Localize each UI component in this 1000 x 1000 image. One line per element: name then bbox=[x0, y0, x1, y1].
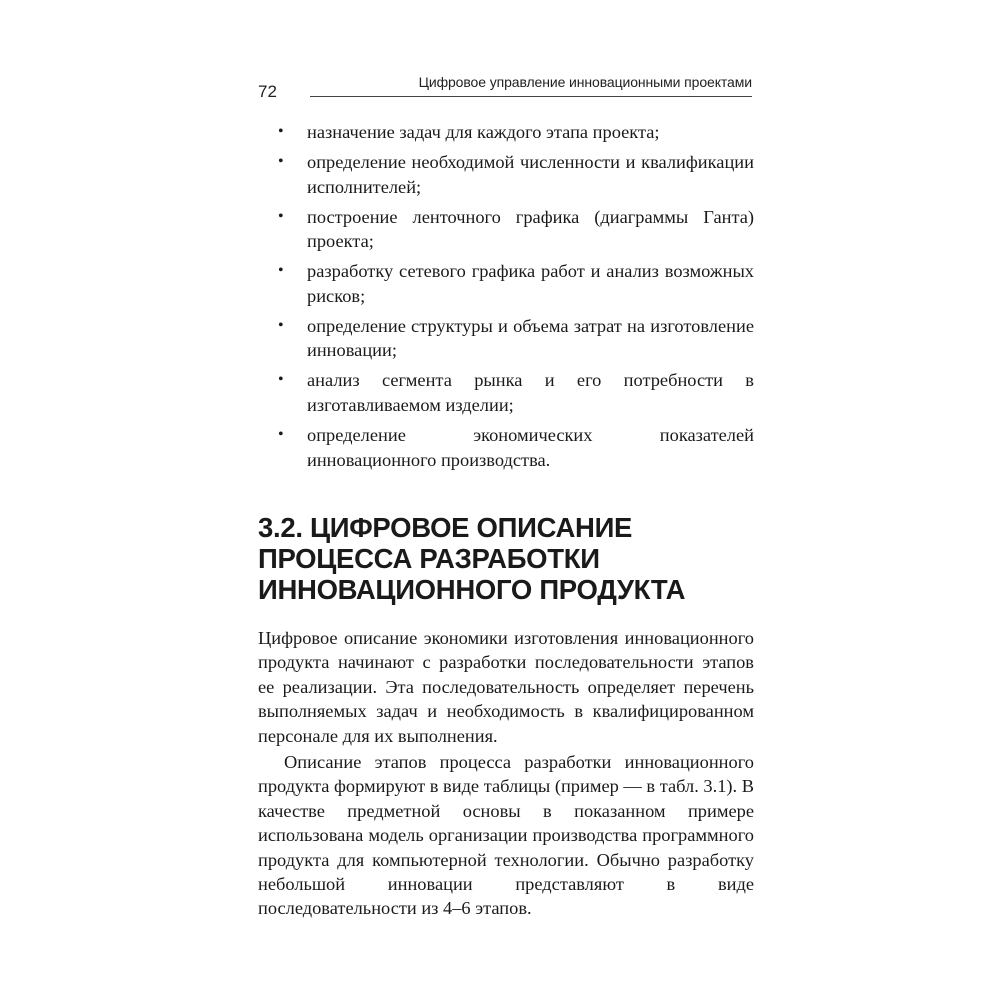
list-item-text: назначение задач для каждого этапа проекта; bbox=[307, 122, 660, 142]
list-item bbox=[278, 150, 754, 199]
list-item-text: построение ленточного графика (диаграммы Ганта) проекта; bbox=[307, 206, 754, 252]
list-item bbox=[278, 423, 754, 472]
header-rule bbox=[310, 96, 752, 97]
list-item bbox=[278, 120, 754, 145]
paragraph-2: Описание этапов процесса разработки инновационного продукта формируют в виде таблицы (пример — в табл. 3.1). В качестве предметной основы в показанном примере использована модель организации производства программного продукта для компьютерной технологии. Обычно разработку небольшой инновации представляют в виде последовательности из 4–6 этапов. bbox=[258, 752, 754, 919]
list-item bbox=[278, 368, 754, 417]
bullet-list bbox=[278, 120, 754, 478]
running-head-title: Цифровое управление инновационными проектами bbox=[418, 74, 752, 90]
list-item-text: определение структуры и объема затрат на изготовление инновации; bbox=[307, 315, 754, 361]
list-item-text: определение экономических показателей инновационного производства. bbox=[307, 425, 754, 470]
paragraph-1: Цифровое описание экономики изготовления инновационного продукта начинают с разработки последовательности этапов ее реализации. Эта последовательность определяет перечень выполняемых задач и необходимость в квалифицированном персонале для их выполнения. bbox=[258, 628, 754, 746]
bullet-icon: • bbox=[278, 316, 284, 334]
body-text bbox=[258, 626, 754, 921]
bullet-icon: • bbox=[278, 262, 284, 280]
bullet-icon: • bbox=[278, 153, 284, 171]
bullet-icon: • bbox=[278, 207, 284, 225]
list-item bbox=[278, 205, 754, 254]
section-heading-line-3: ИННОВАЦИОННОГО ПРОДУКТА bbox=[258, 574, 686, 605]
section-heading bbox=[258, 512, 758, 605]
section-heading-line-2: ПРОЦЕССА РАЗРАБОТКИ bbox=[258, 543, 600, 574]
list-item bbox=[278, 259, 754, 308]
list-item-text: разработку сетевого графика работ и анализ возможных рисков; bbox=[307, 261, 754, 306]
section-heading-line-1: 3.2. ЦИФРОВОЕ ОПИСАНИЕ bbox=[258, 512, 633, 543]
page-number: 72 bbox=[258, 82, 277, 101]
list-item bbox=[278, 314, 754, 363]
list-item-text: анализ сегмента рынка и его потребности в изготавливаемом изделии; bbox=[307, 370, 754, 415]
list-item-text: определение необходимой численности и квалификации исполнителей; bbox=[307, 152, 754, 197]
bullet-icon: • bbox=[278, 123, 284, 140]
bullet-icon: • bbox=[278, 426, 284, 444]
bullet-icon: • bbox=[278, 371, 284, 389]
